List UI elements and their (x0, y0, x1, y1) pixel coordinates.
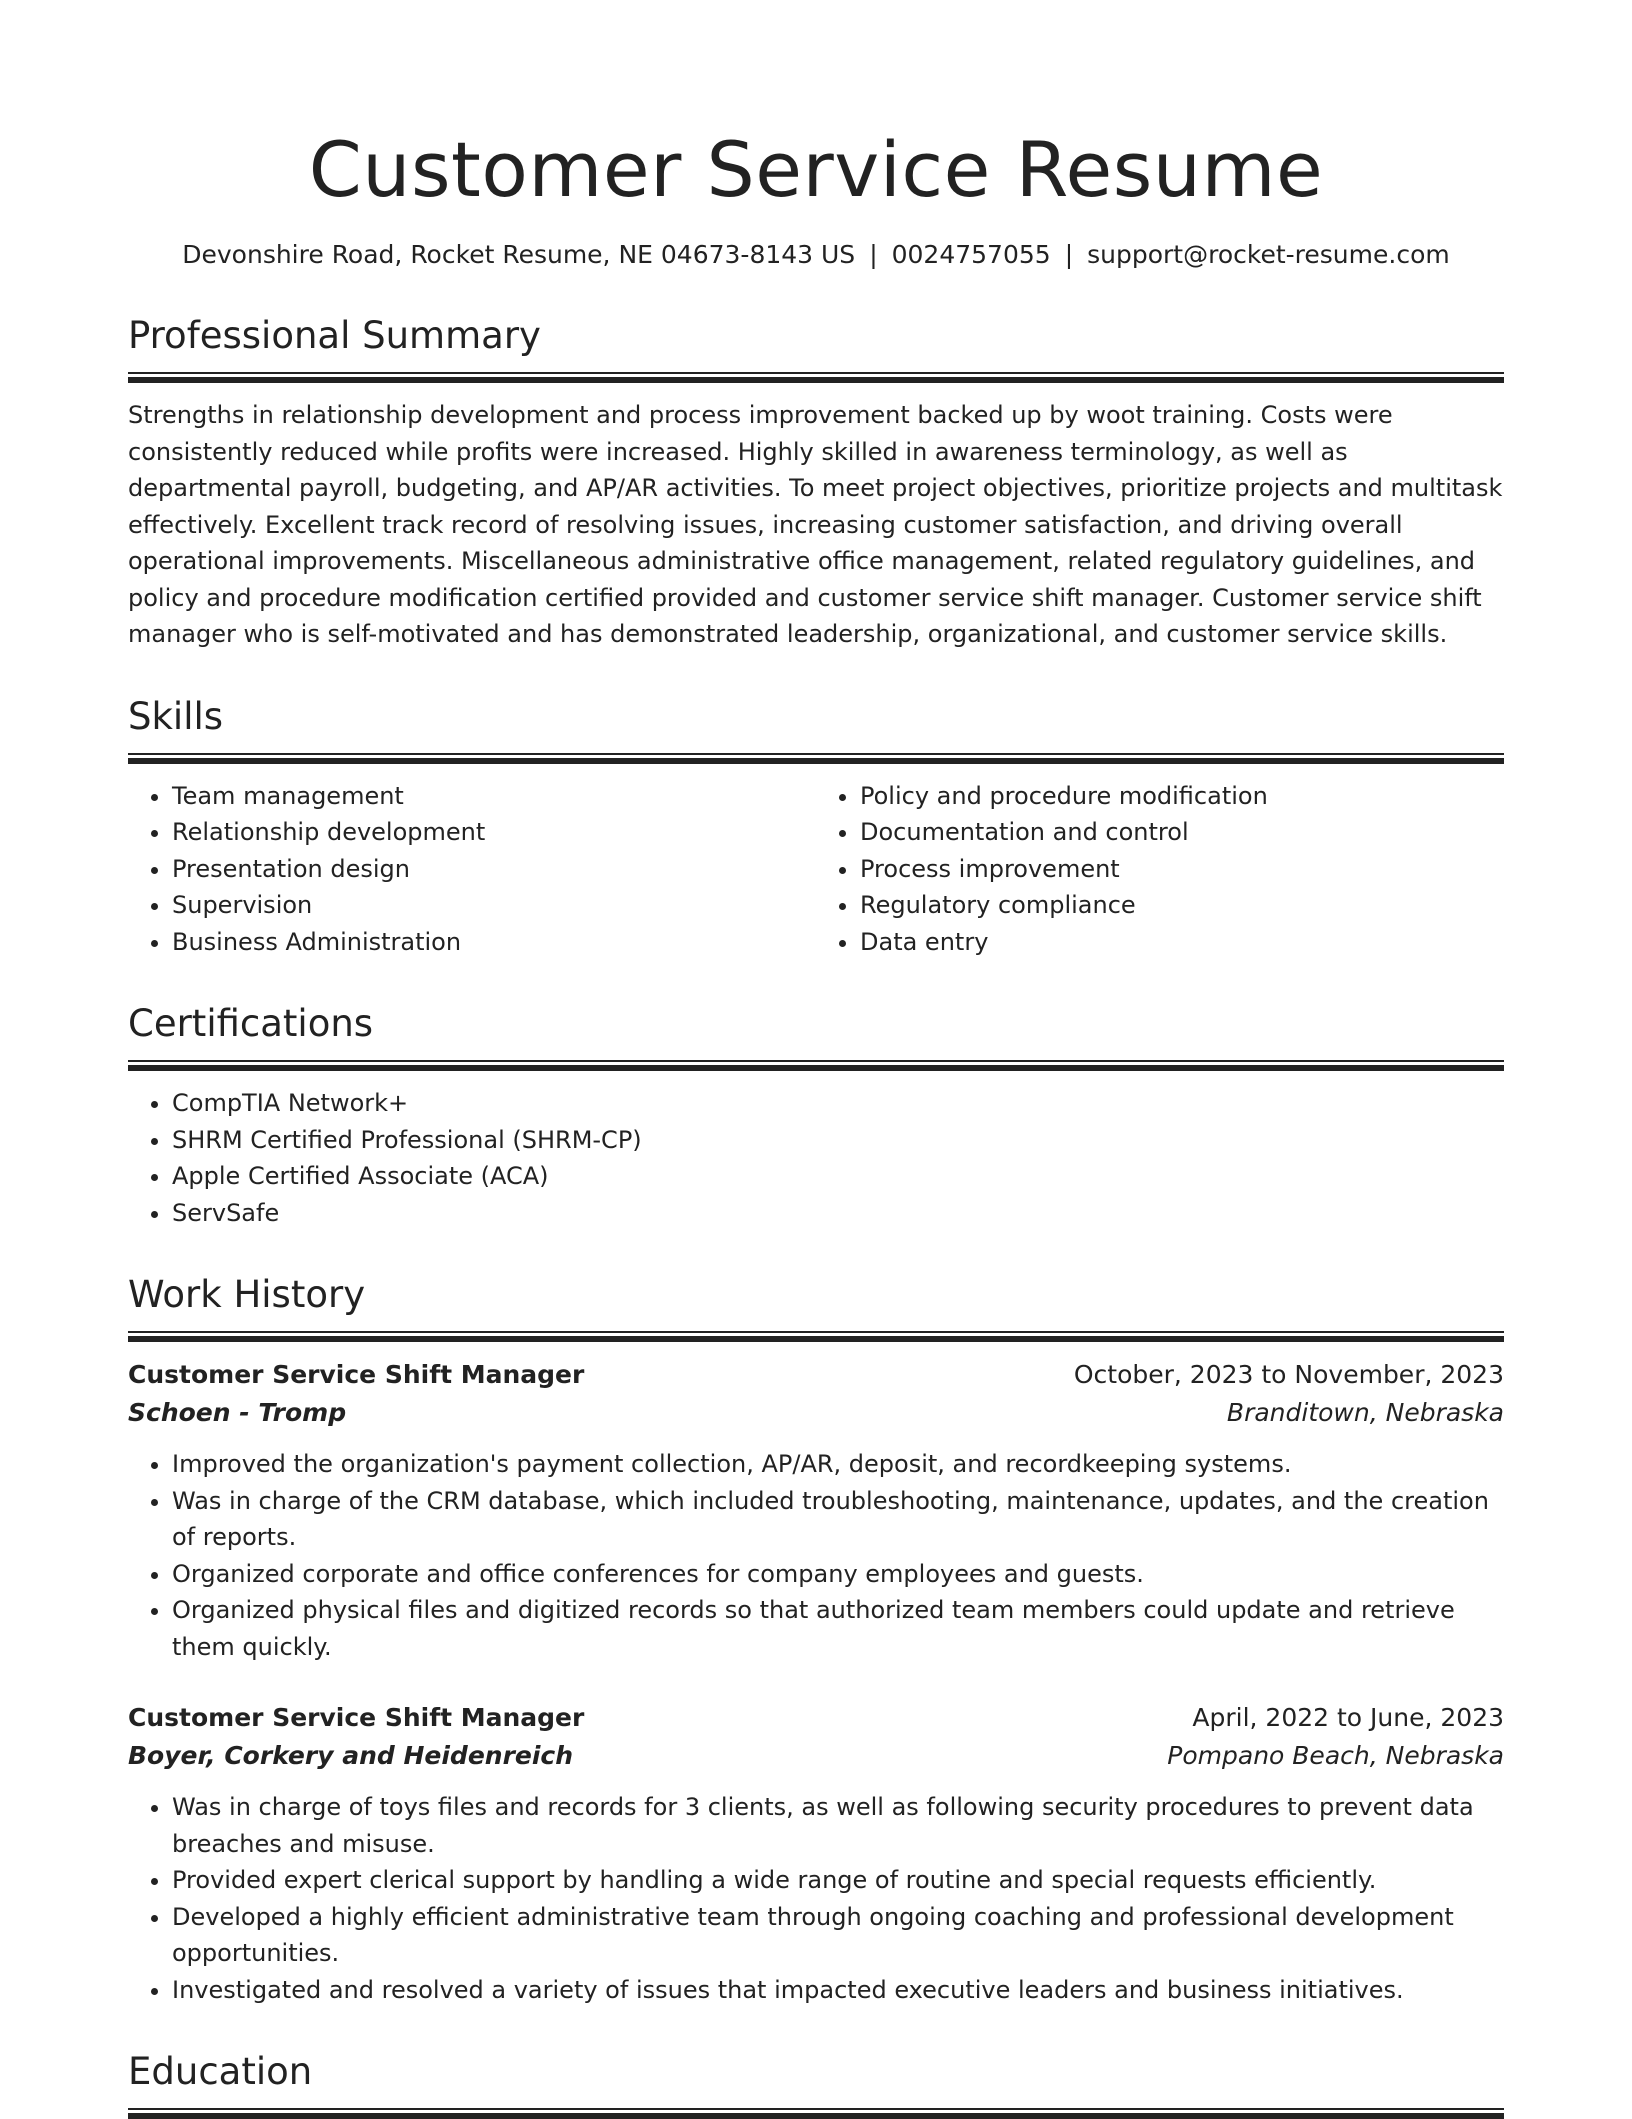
section-divider (128, 753, 1504, 764)
job-company: Boyer, Corkery and Heidenreich (128, 1741, 574, 1770)
skill-item: • Supervision (172, 887, 816, 924)
job-bullet: • Investigated and resolved a variety of issues that impacted executive leaders and business initiatives. (172, 1972, 1504, 2009)
certification-item: • Apple Certified Associate (ACA) (172, 1158, 1504, 1195)
certifications-list (128, 1085, 1504, 1231)
section-divider (128, 372, 1504, 383)
job-bullet: • Organized corporate and office conferences for company employees and guests. (172, 1556, 1504, 1593)
job-bullet: • Provided expert clerical support by handling a wide range of routine and special requests efficiently. (172, 1862, 1504, 1899)
job-bullet: • Improved the organization's payment collection, AP/AR, deposit, and recordkeeping systems. (172, 1446, 1504, 1483)
job-title: Customer Service Shift Manager (128, 1360, 585, 1389)
skill-item: • Policy and procedure modification (860, 778, 1504, 815)
skills-list-right (816, 778, 1504, 961)
contact-address: Devonshire Road, Rocket Resume, NE 04673-8143 US (182, 240, 856, 269)
skill-item: • Data entry (860, 924, 1504, 961)
job-entry (128, 1699, 1504, 2008)
job-dates: April, 2022 to June, 2023 (1192, 1703, 1504, 1732)
skills-list-left (128, 778, 816, 961)
skill-item: • Team management (172, 778, 816, 815)
contact-phone: 0024757055 (891, 240, 1051, 269)
certifications-section (128, 1000, 1504, 1231)
summary-text: Strengths in relationship development and process improvement backed up by woot training. Costs were consistently reduced while profits were increased. Highly skilled in awareness terminology, as well as departmental payroll, budgeting, and AP/AR activities. To meet project objectives, prioritize projects and multitask effectively. Excellent track record of resolving issues, increasing customer satisfaction, and driving overall operational improvements. Miscellaneous administrative office management, related regulatory guidelines, and policy and procedure modification certified provided and customer service shift manager. Customer service shift manager who is self-motivated and has demonstrated leadership, organizational, and customer service skills. (128, 401, 1503, 648)
contact-email: support@rocket-resume.com (1087, 240, 1450, 269)
certification-item: • SHRM Certified Professional (SHRM-CP) (172, 1122, 1504, 1159)
education-section (128, 2048, 1504, 2119)
job-bullets (128, 1446, 1504, 1665)
job-title: Customer Service Shift Manager (128, 1703, 585, 1732)
certification-item: • ServSafe (172, 1195, 1504, 1232)
job-bullet: • Developed a highly efficient administrative team through ongoing coaching and professional development opportunities. (172, 1899, 1504, 1972)
job-company-row (128, 1737, 1504, 1775)
job-bullet: • Was in charge of the CRM database, which included troubleshooting, maintenance, updates, and the creation of reports. (172, 1483, 1504, 1556)
summary-section (128, 312, 1504, 653)
section-title-education: Education (128, 2050, 313, 2093)
skills-grid (128, 778, 1504, 961)
certification-item: • CompTIA Network+ (172, 1085, 1504, 1122)
skill-item: • Business Administration (172, 924, 816, 961)
skill-item: • Presentation design (172, 851, 816, 888)
job-company-row (128, 1394, 1504, 1432)
job-location: Branditown, Nebraska (1226, 1398, 1504, 1427)
job-bullet: • Organized physical files and digitized records so that authorized team members could update and retrieve them quickly. (172, 1592, 1504, 1665)
section-title-summary: Professional Summary (128, 314, 541, 357)
skill-item: • Documentation and control (860, 814, 1504, 851)
contact-line (128, 238, 1504, 272)
job-company: Schoen - Tromp (128, 1398, 347, 1427)
skills-section (128, 693, 1504, 961)
job-bullets (128, 1789, 1504, 2008)
contact-separator: | (869, 240, 878, 269)
job-header-row (128, 1356, 1504, 1394)
skill-item: • Process improvement (860, 851, 1504, 888)
contact-separator: | (1064, 240, 1074, 269)
job-bullet: • Was in charge of toys files and records for 3 clients, as well as following security procedures to prevent data breaches and misuse. (172, 1789, 1504, 1862)
job-entry (128, 1356, 1504, 1665)
skill-item: • Regulatory compliance (860, 887, 1504, 924)
work-history-section (128, 1271, 1504, 2008)
job-location: Pompano Beach, Nebraska (1167, 1741, 1504, 1770)
section-divider (128, 1331, 1504, 1342)
section-divider (128, 1060, 1504, 1071)
skill-item: • Relationship development (172, 814, 816, 851)
resume-page (128, 120, 1504, 2119)
resume-title: Customer Service Resume (308, 125, 1324, 214)
section-title-certifications: Certifications (128, 1002, 374, 1045)
section-title-work-history: Work History (128, 1273, 366, 1316)
section-title-skills: Skills (128, 694, 224, 738)
section-divider (128, 2108, 1504, 2119)
job-header-row (128, 1699, 1504, 1737)
job-dates: October, 2023 to November, 2023 (1073, 1360, 1504, 1389)
